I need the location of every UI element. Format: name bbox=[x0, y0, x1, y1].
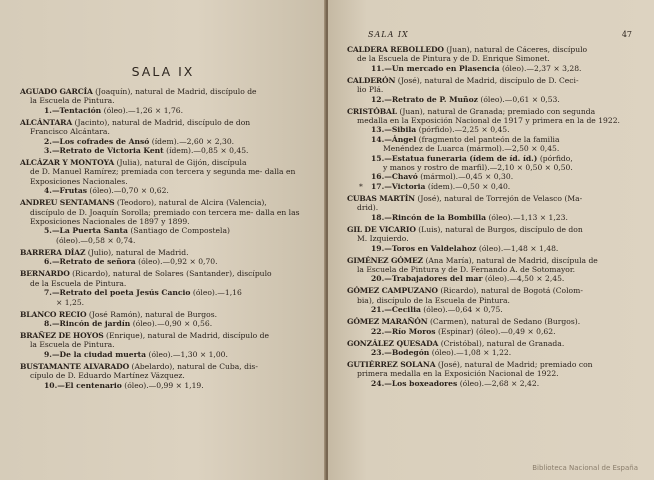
artwork-title: —Los cofrades de Ansó bbox=[51, 136, 150, 146]
artist-line bbox=[20, 118, 306, 127]
artist-details: (Juan), natural de Cáceres, discípulo bbox=[443, 45, 588, 54]
artist-line bbox=[347, 317, 635, 326]
artist-name: BLANCO RECIO bbox=[20, 309, 87, 319]
artist-details: (José), natural de Madrid; premiado con bbox=[435, 359, 593, 369]
artwork-line bbox=[347, 244, 635, 253]
left-page bbox=[0, 0, 326, 480]
artwork-number: 5. bbox=[44, 226, 52, 236]
artwork-details: (óleo).—1,16 bbox=[190, 288, 242, 298]
catalogue-entry bbox=[347, 317, 635, 336]
artwork-line bbox=[347, 327, 635, 336]
artist-details-cont: de la Escuela de Pintura y de D. Enrique Simonet. bbox=[357, 54, 550, 64]
artist-name: AGUADO GARCÍA bbox=[20, 87, 93, 96]
artwork-details: (mármol).—0,45 × 0,30. bbox=[417, 172, 514, 182]
artist-details: (Abelardo), natural de Cuba, dis- bbox=[129, 361, 258, 371]
artwork-details: (ídem).—0,85 × 0,45. bbox=[163, 146, 249, 156]
catalogue-entry bbox=[20, 87, 306, 115]
artwork-line bbox=[20, 137, 306, 146]
artwork-number: 24. bbox=[371, 378, 385, 388]
artwork-line bbox=[20, 186, 306, 195]
artist-details-cont: de la Escuela de Pintura. bbox=[30, 278, 127, 288]
artist-details-cont: de D. Manuel Ramírez; premiada con tercera y segunda me- dalla en Exposiciones Nacionales. bbox=[30, 167, 296, 186]
artist-name: GONZÁLEZ QUESADA bbox=[347, 338, 439, 348]
artwork-line bbox=[20, 257, 306, 266]
artwork-title: —Un mercado en Plasencia bbox=[384, 63, 500, 73]
artwork-details-cont: × 1,25. bbox=[56, 297, 85, 307]
catalogue-entry bbox=[20, 362, 306, 390]
artist-line bbox=[20, 158, 306, 167]
artwork-line bbox=[347, 125, 635, 134]
artist-details: (Ricardo), natural de Bogotá (Colom- bbox=[437, 286, 583, 296]
artwork-details-cont: Menéndez de Luarca (mármol).—2,50 × 0,45. bbox=[383, 144, 560, 154]
library-watermark: Biblioteca Nacional de España bbox=[532, 464, 638, 472]
artist-name: BARRERA DÍAZ bbox=[20, 247, 86, 257]
catalogue-entry bbox=[347, 225, 635, 253]
artwork-details: (óleo).—2,68 × 2,42. bbox=[457, 378, 540, 388]
catalogue-entry bbox=[20, 331, 306, 359]
artist-name: ALCÁNTARA bbox=[20, 117, 73, 127]
right-page bbox=[328, 0, 654, 480]
artist-details-cont: Francisco Alcántara. bbox=[30, 127, 110, 137]
artwork-number: 23. bbox=[371, 347, 385, 357]
artwork-number: 14. bbox=[371, 134, 385, 144]
catalogue-entry bbox=[20, 118, 306, 156]
artwork-line bbox=[20, 106, 306, 115]
catalogue-entry bbox=[347, 286, 635, 314]
artist-details: (Juan), natural de Granada; premiado con segunda bbox=[396, 106, 596, 116]
artwork-number: 2. bbox=[44, 136, 52, 146]
artist-name: BERNARDO bbox=[20, 269, 70, 279]
artist-name: CUBAS MARTÍN bbox=[347, 193, 415, 203]
artwork-line bbox=[347, 305, 635, 314]
artwork-details: (óleo).—2,37 × 3,28. bbox=[499, 63, 582, 73]
artwork-number: 17. bbox=[371, 181, 385, 191]
artwork-number: 11. bbox=[371, 63, 385, 73]
artwork-line bbox=[20, 350, 306, 359]
artwork-title: —Estatua funeraria (ídem de íd. íd.) bbox=[384, 153, 538, 163]
artwork-number: 8. bbox=[44, 318, 52, 328]
artwork-details: (óleo).—1,08 × 1,22. bbox=[429, 347, 512, 357]
artist-details: (Luis), natural de Burgos, discípulo de don bbox=[415, 224, 583, 234]
artist-details: (Julio), natural de Madrid. bbox=[85, 247, 189, 257]
artwork-details-cont: y manos y rostro de marfil).—2,10 × 0,50 × 0,50. bbox=[383, 163, 573, 173]
artwork-number: 21. bbox=[371, 305, 385, 315]
artist-line bbox=[347, 339, 635, 348]
catalogue-entry bbox=[347, 194, 635, 222]
artist-details: (Ricardo), natural de Solares (Santander), discípulo bbox=[69, 269, 272, 279]
artwork-title: —Ángel bbox=[384, 134, 417, 144]
artist-details-cont: la Escuela de Pintura y de D. Fernando A. de Sotomayor. bbox=[357, 264, 576, 274]
artwork-number: 4. bbox=[44, 186, 52, 196]
artwork-title: —Retrato de Victoria Kent bbox=[51, 146, 164, 156]
artwork-details: (óleo).—0,64 × 0,75. bbox=[420, 305, 503, 315]
artwork-number: 22. bbox=[371, 326, 385, 336]
artwork-details: (óleo).—0,61 × 0,53. bbox=[477, 94, 560, 104]
artwork-number: 16. bbox=[371, 172, 385, 182]
artwork-number: 12. bbox=[371, 94, 385, 104]
artist-name: CALDERA REBOLLEDO bbox=[347, 45, 444, 54]
artwork-title: —De la ciudad muerta bbox=[51, 349, 147, 359]
artist-line bbox=[20, 248, 306, 257]
artist-details: (Jacinto), natural de Madrid, discípulo de don bbox=[72, 117, 251, 127]
artist-details-cont: primera medalla en la Exposición Nacional de 1922. bbox=[357, 369, 559, 379]
artwork-details: (Espinar) (óleo).—0,49 × 0,62. bbox=[435, 326, 556, 336]
artwork-line bbox=[347, 274, 635, 283]
catalogue-entry bbox=[347, 45, 635, 73]
artwork-details: (óleo).—4,50 × 2,45. bbox=[482, 274, 565, 284]
artwork-title: —Río Moros bbox=[384, 326, 436, 336]
artwork-details: (pórfido, bbox=[537, 153, 573, 163]
artwork-title: —Rincón de la Bombilla bbox=[384, 212, 487, 222]
artwork-title: —Rincón de jardín bbox=[51, 318, 131, 328]
artist-name: CRISTÓBAL bbox=[347, 106, 397, 116]
catalogue-entry bbox=[20, 310, 306, 329]
artist-line bbox=[347, 286, 635, 295]
catalogue-entry bbox=[347, 76, 635, 104]
artwork-number: 18. bbox=[371, 212, 385, 222]
artwork-title: —Tentación bbox=[51, 105, 102, 115]
artist-line bbox=[347, 107, 635, 116]
artwork-line bbox=[20, 288, 306, 307]
artist-name: GIL DE VICARIO bbox=[347, 224, 416, 234]
artist-details-cont: la Escuela de Pintura. bbox=[30, 340, 115, 350]
artist-details-cont: medalla en la Exposición Nacional de 1917 y primera en la de 1922. bbox=[357, 116, 620, 126]
artwork-details: (óleo).—0,99 × 1,19. bbox=[121, 380, 204, 390]
artist-line bbox=[347, 256, 635, 265]
artist-name: GÓMEZ CAMPUZANO bbox=[347, 286, 438, 296]
artist-details: (Cristóbal), natural de Granada. bbox=[438, 338, 565, 348]
artwork-line bbox=[347, 379, 635, 388]
artwork-title: —Frutas bbox=[51, 186, 88, 196]
artist-details-cont: la Escuela de Pintura. bbox=[30, 96, 115, 106]
artist-line bbox=[347, 194, 635, 203]
catalogue-entry bbox=[347, 107, 635, 192]
artwork-title: —Los boxeadores bbox=[384, 378, 458, 388]
artwork-title: —El centenario bbox=[57, 380, 122, 390]
artwork-line bbox=[347, 64, 635, 73]
artist-line bbox=[20, 331, 306, 340]
artist-line bbox=[347, 45, 635, 54]
artist-line bbox=[20, 269, 306, 278]
left-catalogue-column bbox=[20, 87, 306, 393]
artist-name: BUSTAMANTE ALVARADO bbox=[20, 361, 130, 371]
right-catalogue-column bbox=[347, 45, 635, 391]
catalogue-entry bbox=[20, 198, 306, 245]
artwork-title: —Retrato de P. Muñoz bbox=[384, 94, 478, 104]
artist-line bbox=[347, 76, 635, 85]
artist-details-cont: M. Izquierdo. bbox=[357, 234, 409, 244]
artwork-number: 20. bbox=[371, 274, 385, 284]
artwork-details: (ídem).—0,50 × 0,40. bbox=[425, 181, 511, 191]
artist-name: GÓMEZ MARAÑÓN bbox=[347, 317, 428, 327]
artwork-title: —Bodegón bbox=[384, 347, 430, 357]
artist-details: (Enrique), natural de Madrid, discípulo de bbox=[103, 330, 269, 340]
artist-line bbox=[20, 362, 306, 371]
artist-details: (José Ramón), natural de Burgos. bbox=[86, 309, 218, 319]
artwork-title: —Victoria bbox=[384, 181, 426, 191]
artwork-title: —Chavó bbox=[384, 172, 418, 182]
artist-details: (Teodoro), natural de Alcira (Valencia), bbox=[114, 198, 267, 208]
artist-details: (Carmen), natural de Sedano (Burgos). bbox=[427, 317, 581, 327]
artist-details-cont: cípulo de D. Eduardo Martínez Vázquez. bbox=[30, 371, 185, 381]
artwork-details: (óleo).—0,90 × 0,56. bbox=[130, 318, 213, 328]
artwork-title: —Trabajadores del mar bbox=[384, 274, 483, 284]
artwork-details: (óleo).—1,48 × 1,48. bbox=[476, 243, 559, 253]
catalogue-entry bbox=[20, 158, 306, 196]
artwork-number: 1. bbox=[44, 105, 52, 115]
artwork-details-cont: (óleo).—0,58 × 0,74. bbox=[56, 235, 136, 245]
artist-line bbox=[347, 225, 635, 234]
artist-details-cont: discípulo de D. Joaquín Sorolla; premiado con tercera me- dalla en las Exposiciones Nacionales de 1897 y 1899. bbox=[30, 207, 300, 227]
artist-details: (Joaquín), natural de Madrid, discípulo de bbox=[92, 87, 257, 96]
artist-line bbox=[20, 198, 306, 207]
artist-details: (Ana María), natural de Madrid, discípula de bbox=[423, 255, 598, 265]
artwork-line bbox=[20, 319, 306, 328]
catalogue-entry bbox=[20, 269, 306, 307]
running-head: SALA IX bbox=[368, 30, 409, 39]
sala-title: SALA IX bbox=[131, 64, 195, 79]
artwork-details: (pórfido).—2,25 × 0,45. bbox=[416, 125, 510, 135]
artwork-details: (óleo).—1,30 × 1,00. bbox=[146, 349, 228, 359]
artwork-line bbox=[347, 348, 635, 357]
artist-details: (José), natural de Madrid, discípulo de D. Ceci- bbox=[395, 75, 579, 85]
artist-name: GUTIÉRREZ SOLANA bbox=[347, 359, 436, 369]
artwork-line bbox=[347, 135, 635, 154]
artwork-title: —Retrato de señora bbox=[51, 257, 136, 267]
artwork-line bbox=[20, 146, 306, 155]
artwork-title: —Cecilia bbox=[384, 305, 421, 315]
artwork-number: 15. bbox=[371, 153, 385, 163]
artist-details: (José), natural de Torrejón de Velasco (Ma- bbox=[414, 193, 583, 203]
catalogue-entry bbox=[20, 248, 306, 267]
artwork-number: 3. bbox=[44, 146, 52, 156]
artwork-line bbox=[347, 95, 635, 104]
page-number: 47 bbox=[621, 30, 632, 39]
artist-details-cont: lio Plá. bbox=[357, 85, 384, 95]
artwork-details: (óleo).—1,26 × 1,76. bbox=[101, 105, 184, 115]
artist-name: GIMÉNEZ GÓMEZ bbox=[347, 255, 424, 265]
artwork-number: 19. bbox=[371, 243, 385, 253]
catalogue-entry bbox=[347, 360, 635, 388]
artist-line bbox=[347, 360, 635, 369]
artwork-number: 6. bbox=[44, 257, 52, 267]
artist-details-cont: drid). bbox=[357, 203, 379, 213]
artist-name: BRAÑEZ DE HOYOS bbox=[20, 330, 104, 340]
artwork-line bbox=[20, 381, 306, 390]
catalogue-entry bbox=[347, 339, 635, 358]
artist-line bbox=[20, 87, 306, 96]
artwork-line bbox=[20, 226, 306, 245]
artwork-details: (fragmento del panteón de la familia bbox=[416, 134, 560, 144]
artwork-details: (óleo).—0,92 × 0,70. bbox=[135, 257, 218, 267]
artwork-title: —La Puerta Santa bbox=[51, 226, 128, 236]
artwork-title: —Sibila bbox=[384, 125, 417, 135]
artwork-title: —Toros en Valdelahoz bbox=[384, 243, 477, 253]
artwork-line bbox=[347, 213, 635, 222]
artwork-details: (Santiago de Compostela) bbox=[127, 226, 230, 236]
artwork-details: (óleo).—0,70 × 0,62. bbox=[87, 186, 169, 196]
artwork-number: 9. bbox=[44, 349, 52, 359]
artwork-number: 7. bbox=[44, 288, 52, 298]
artwork-line bbox=[347, 154, 635, 173]
artist-line bbox=[20, 310, 306, 319]
catalogue-entry bbox=[347, 256, 635, 284]
artist-name: ANDREU SENTAMANS bbox=[20, 198, 115, 208]
artist-details-cont: bia), discípulo de la Escuela de Pintura. bbox=[357, 295, 510, 305]
artwork-line bbox=[347, 172, 635, 181]
artwork-details: (ídem).—2,60 × 2,30. bbox=[149, 136, 235, 146]
artwork-title: —Retrato del poeta Jesús Cancio bbox=[51, 288, 191, 298]
artwork-details: (óleo).—1,13 × 1,23. bbox=[486, 212, 568, 222]
artwork-line bbox=[347, 182, 635, 191]
artwork-number: 10. bbox=[44, 380, 58, 390]
artist-details: (Julia), natural de Gijón, discípula bbox=[114, 158, 247, 168]
artist-name: ALCÁZAR Y MONTOYA bbox=[20, 158, 115, 168]
artwork-number: 13. bbox=[371, 125, 385, 135]
asterisk-mark: * bbox=[359, 181, 363, 191]
artist-name: CALDERÓN bbox=[347, 75, 396, 85]
